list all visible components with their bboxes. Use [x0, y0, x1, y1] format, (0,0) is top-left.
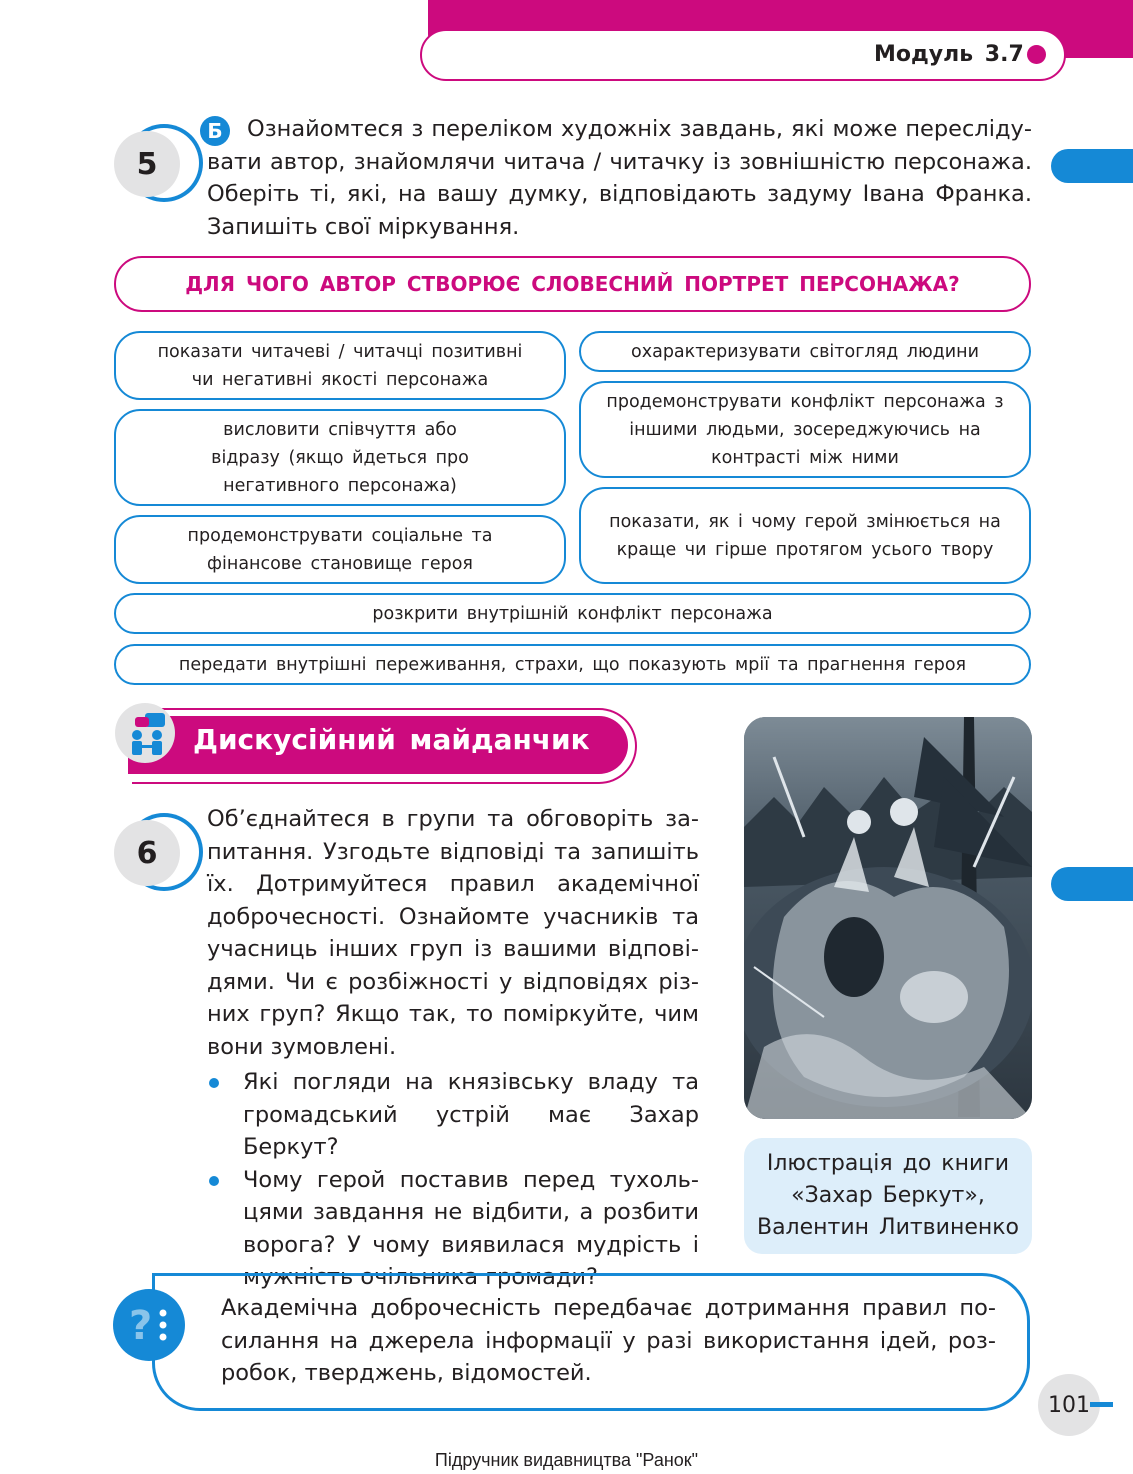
question-2: Чому герой поставив перед тухольцями завдання не відбити, а розбити ворога? У чому виявилася мудрість і мужність очільника громади? — [243, 1166, 699, 1290]
caption-line: Ілюстрація до книги — [766, 1151, 1010, 1176]
bullet-icon — [209, 1078, 219, 1088]
level-badge: Б — [200, 116, 230, 146]
portrait-question: ДЛЯ ЧОГО АВТОР СТВОРЮЄ СЛОВЕСНИЙ ПОРТРЕТ ПЕРСОНАЖА? — [114, 256, 1031, 312]
option-3: продемонструвати соціальне та фінансове становище героя — [114, 515, 566, 584]
page-number: 101 — [1038, 1374, 1100, 1436]
question-1: Які погляди на князівську владу та громадський устрій має Захар Беркут? — [243, 1069, 699, 1160]
caption-line: «Захар Беркут», — [791, 1183, 985, 1208]
task5-text: Ознайомтеся з переліком художніх завдань, які може переслідувати автор, знайомлячи читача / читачку із зовнішністю персонажа. Оберіть ті, які, на вашу думку, відповідають задуму Івана Франка. Запишіть свої міркування. — [207, 116, 1032, 240]
task6-text: Об’єднайтеся в групи та обговоріть запитання. Узгодьте відповіді та запишіть їх. Дотримуйтеся правил академічної доброчесності. Ознайомте учасників та учасниць інших груп із вашими відповідями. Чи є розбіжності у відповідях різних груп? Якщо так, то поміркуйте, чим вони зумовлені. — [207, 806, 699, 1060]
option-2: висловити співчуття або відразу (якщо йдеться про негативного персонажа) — [114, 409, 566, 506]
task-number-6: 6 — [114, 820, 180, 886]
note-text: Академічна доброчесність передбачає дотримання правил посилання на джерела інформації у разі використання ідей, розробок, тверджень, відомостей. — [221, 1295, 996, 1386]
option-1: показати читачеві / читачці позитивні чи негативні якості персонажа — [114, 331, 566, 400]
module-dot-icon — [1027, 45, 1046, 64]
option-8: передати внутрішні переживання, страхи, що показують мрії та прагнення героя — [114, 644, 1031, 685]
task-number-5: 5 — [114, 131, 180, 197]
illustration-caption — [744, 1138, 1032, 1254]
caption-line: Валентин Литвиненко — [756, 1215, 1019, 1240]
publisher-footer: Підручник видавництва "Ранок" — [434, 1450, 699, 1470]
option-6: показати, як і чому герой змінюється на краще чи гірше протягом усього твору — [579, 487, 1031, 584]
option-7: розкрити внутрішній конфлікт персонажа — [114, 593, 1031, 634]
list-item — [207, 1066, 699, 1164]
question-info-icon — [113, 1289, 185, 1361]
discussion-people-icon — [115, 703, 175, 763]
task6-questions — [207, 1066, 699, 1294]
side-tab-marker — [1051, 867, 1133, 901]
option-4: охарактеризувати світогляд людини — [579, 331, 1031, 372]
svg-text:?: ? — [129, 1303, 153, 1349]
bullet-icon — [209, 1176, 219, 1186]
module-label: Модуль 3.7 — [874, 42, 1024, 67]
battle-illustration — [744, 717, 1032, 1119]
option-5: продемонструвати конфлікт персонажа з іншими людьми, зосереджуючись на контрасті між ними — [579, 381, 1031, 478]
page-number-line — [1090, 1402, 1113, 1407]
side-tab-marker — [1051, 149, 1133, 183]
discussion-title: Дискусійний майданчик — [193, 723, 590, 756]
